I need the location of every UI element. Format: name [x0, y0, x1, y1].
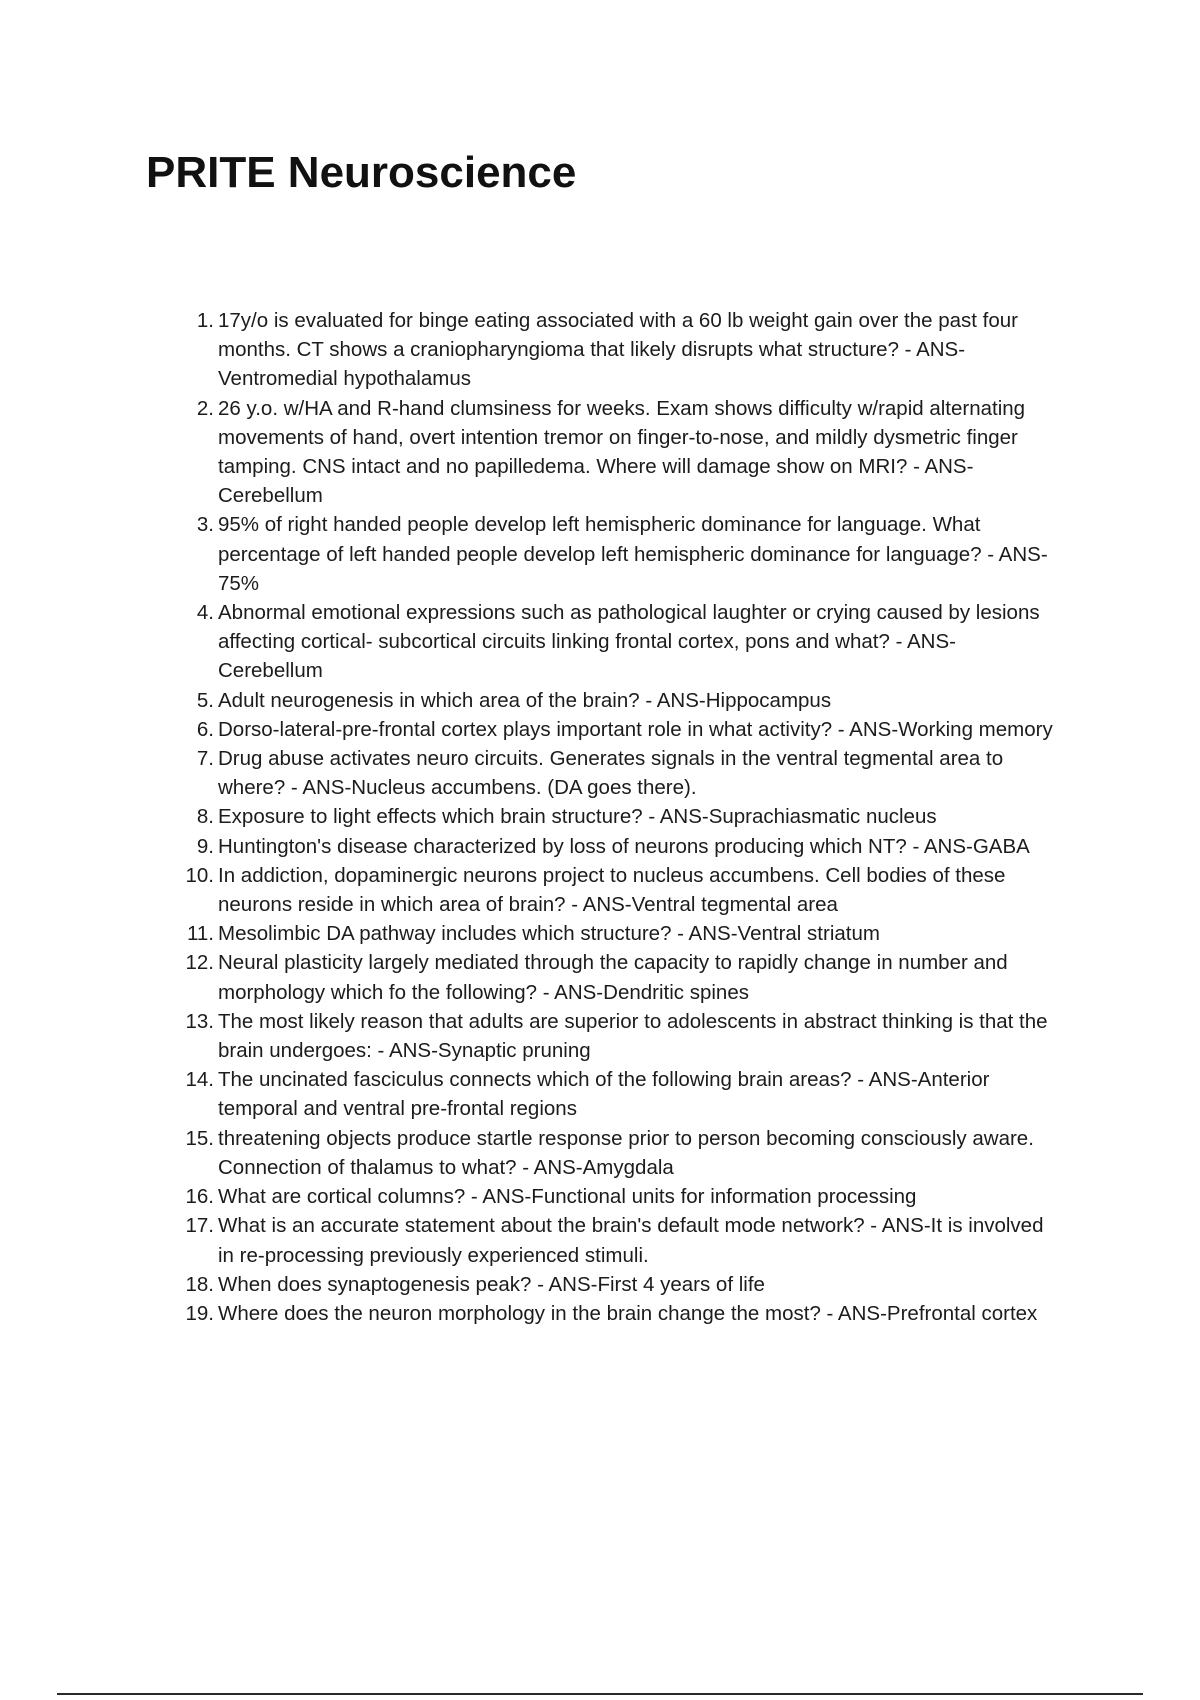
item-text: 26 y.o. w/HA and R-hand clumsiness for weeks. Exam shows difficulty w/rapid alternating movements of hand, overt intention tremor on finger-to-nose, and mildly dysmetric finger tamping. CNS intact and no papilledema. Where will damage show on MRI? - ANS-Cerebellum — [218, 396, 1026, 508]
item-text: The uncinated fasciculus connects which of the following brain areas? - ANS-Anterior temporal and ventral pre-frontal regions — [218, 1068, 990, 1121]
list-item — [185, 1270, 1058, 1299]
item-number: 1. — [196, 309, 214, 332]
item-number: 16. — [185, 1185, 214, 1209]
list-item — [185, 1007, 1058, 1065]
item-number: 6. — [196, 717, 214, 741]
page-title: PRITE Neuroscience — [146, 148, 577, 197]
item-text: In addiction, dopaminergic neurons project to nucleus accumbens. Cell bodies of these neurons reside in which area of brain? - ANS-Ventral tegmental area — [218, 863, 1006, 917]
item-number: 9. — [196, 834, 214, 858]
item-number: 11. — [187, 922, 214, 946]
footer-divider — [57, 1693, 1143, 1695]
item-text: Adult neurogenesis in which area of the brain? - ANS-Hippocampus — [218, 688, 832, 712]
item-number: 2. — [196, 396, 214, 420]
item-text: When does synaptogenesis peak? - ANS-First 4 years of life — [218, 1272, 765, 1296]
item-text: threatening objects produce startle response prior to person becoming consciously aware. Connection of thalamus to what? - ANS-Amygdala — [218, 1126, 1034, 1179]
item-number: 14. — [185, 1068, 214, 1092]
list-item — [196, 715, 1058, 744]
list-item — [196, 306, 1058, 394]
item-number: 12. — [185, 951, 214, 975]
list-item — [185, 1211, 1058, 1269]
list-item — [196, 802, 1058, 831]
item-text: Where does the neuron morphology in the brain change the most? - ANS-Prefrontal cortex — [218, 1301, 1038, 1325]
list-item — [196, 598, 1058, 686]
item-number: 15. — [185, 1126, 214, 1150]
list-item — [196, 686, 1058, 715]
item-text: Exposure to light effects which brain structure? - ANS-Suprachiasmatic nucleus — [218, 805, 937, 829]
item-text: 17y/o is evaluated for binge eating associated with a 60 lb weight gain over the past four months. CT shows a craniopharyngioma that likely disrupts what structure? - ANS-Ventromedial hypothalamus — [218, 309, 1019, 391]
item-text: Huntington's disease characterized by loss of neurons producing which NT? - ANS-GABA — [218, 834, 1030, 858]
item-text: 95% of right handed people develop left hemispheric dominance for language. What percentage of left handed people develop left hemispheric dominance for language? - ANS-75% — [218, 513, 1048, 595]
item-number: 19. — [185, 1301, 214, 1325]
list-item — [187, 919, 1058, 948]
list-item — [185, 1124, 1058, 1182]
list-item — [196, 832, 1058, 861]
item-text: Neural plasticity largely mediated through the capacity to rapidly change in number and morphology which fo the following? - ANS-Dendritic spines — [218, 951, 1008, 1004]
item-text: Abnormal emotional expressions such as pathological laughter or crying caused by lesions affecting cortical- subcortical circuits linking frontal cortex, pons and what? - ANS-Cerebellum — [218, 601, 1040, 683]
list-item — [196, 510, 1058, 598]
list-item — [185, 948, 1058, 1006]
item-text: What is an accurate statement about the brain's default mode network? - ANS-It is involved in re-processing previously experienced stimuli. — [218, 1214, 1044, 1267]
item-number: 17. — [185, 1214, 214, 1238]
item-text: Mesolimbic DA pathway includes which structure? - ANS-Ventral striatum — [218, 922, 880, 946]
list-item — [196, 394, 1058, 511]
list-item — [196, 744, 1058, 802]
item-number: 10. — [185, 863, 214, 887]
item-number: 4. — [196, 601, 214, 625]
list-item — [185, 861, 1058, 919]
question-list — [185, 306, 1058, 1328]
item-number: 13. — [185, 1009, 214, 1033]
item-text: Dorso-lateral-pre-frontal cortex plays important role in what activity? - ANS-Working memory — [218, 717, 1053, 741]
list-item — [185, 1182, 1058, 1211]
item-number: 7. — [196, 747, 214, 771]
item-number: 5. — [196, 688, 214, 712]
item-number: 18. — [185, 1272, 214, 1296]
item-text: Drug abuse activates neuro circuits. Generates signals in the ventral tegmental area to where? - ANS-Nucleus accumbens. (DA goes there). — [218, 747, 1004, 800]
item-number: 3. — [196, 513, 214, 537]
list-item — [185, 1065, 1058, 1123]
item-text: The most likely reason that adults are superior to adolescents in abstract thinking is that the brain undergoes: - ANS-Synaptic pruning — [218, 1009, 1048, 1063]
list-item — [185, 1299, 1058, 1328]
item-text: What are cortical columns? - ANS-Functional units for information processing — [218, 1185, 917, 1209]
item-number: 8. — [196, 805, 214, 829]
